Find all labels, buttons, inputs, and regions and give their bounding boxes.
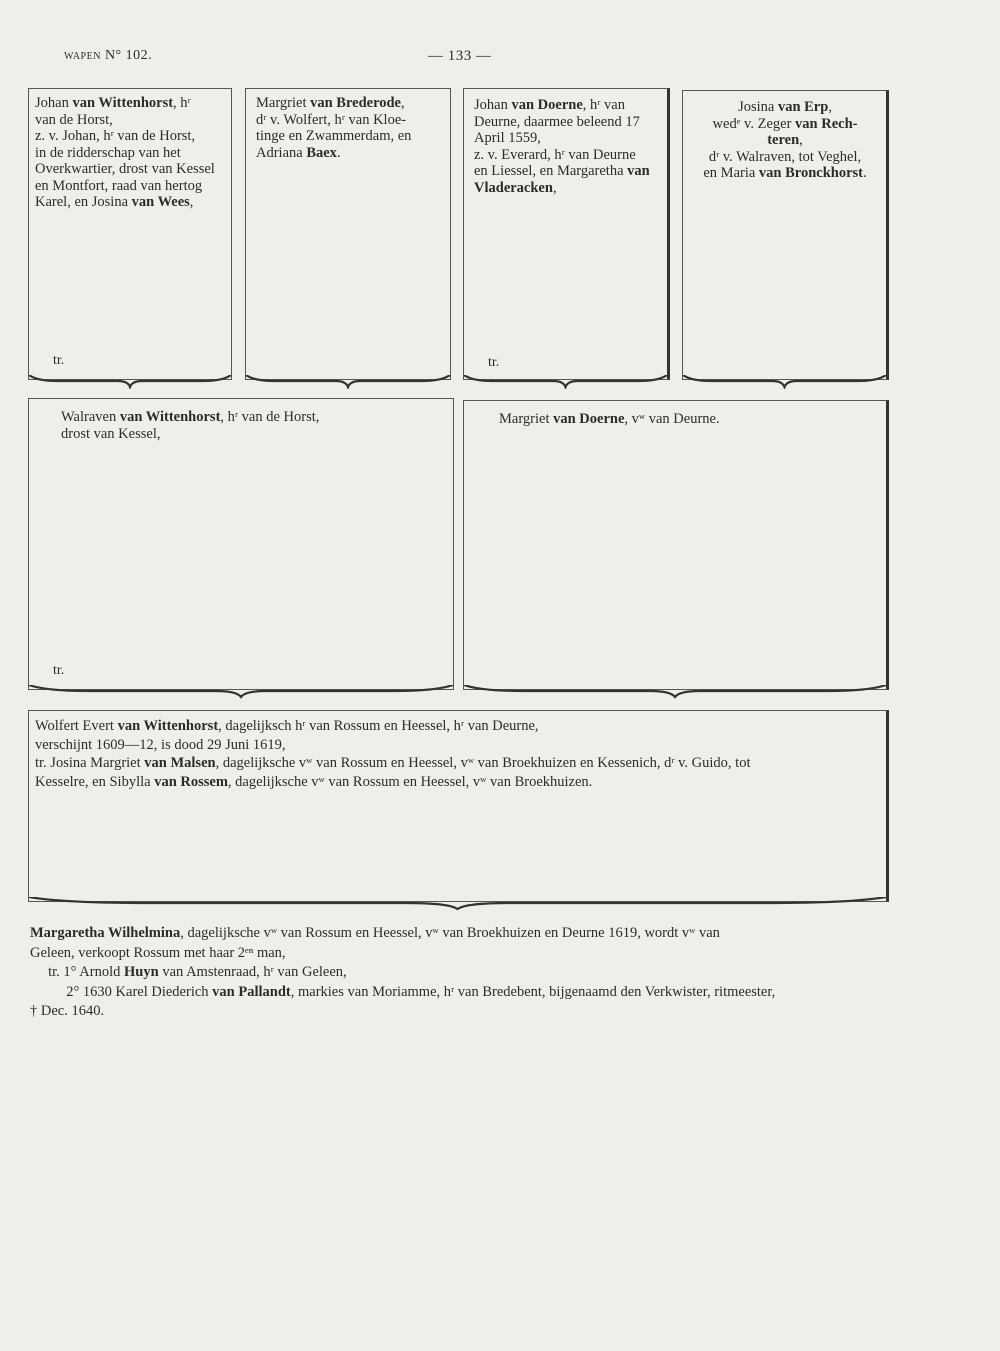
bold-name: van Wees bbox=[131, 194, 190, 210]
text-line: wedᵉ v. Zeger van Rech- bbox=[712, 115, 858, 132]
bold-name: van Bronckhorst bbox=[758, 165, 863, 181]
text-line: verschijnt 1609—12, is dood 29 Juni 1619, bbox=[35, 736, 286, 753]
box-bracket bbox=[29, 685, 453, 699]
person-box-wolfert-evert-van-wittenhorst bbox=[28, 710, 889, 902]
married-marker: tr. bbox=[488, 355, 500, 370]
text-line: Wolfert Evert van Wittenhorst, dagelijksch hʳ van Rossum en Heessel, hʳ van Deurne, bbox=[35, 718, 539, 734]
text-line: drost van Kessel, bbox=[61, 425, 161, 442]
bold-name: van Malsen bbox=[144, 755, 216, 771]
bold-name: teren bbox=[767, 132, 800, 148]
bold-name: Margaretha Wilhelmina bbox=[30, 925, 181, 941]
person-box-josina-van-erp bbox=[682, 90, 889, 380]
text-line: Kesselre, en Sibylla van Rossem, dagelijksche vʷ van Rossum en Heessel, vʷ van Broekhuizen. bbox=[35, 773, 593, 790]
bold-name: van bbox=[627, 163, 650, 179]
person-box-margriet-van-doerne bbox=[463, 400, 889, 690]
text-line: † Dec. 1640. bbox=[30, 1003, 105, 1019]
text-line: Walraven van Wittenhorst, hʳ van de Horst, bbox=[61, 409, 320, 425]
person-text bbox=[256, 95, 446, 161]
text-line: tinge en Zwammerdam, en bbox=[256, 128, 412, 144]
person-text bbox=[474, 97, 664, 196]
text-line: teren, bbox=[767, 132, 803, 148]
text-line: Karel, en Josina van Wees, bbox=[35, 194, 194, 210]
person-text bbox=[499, 411, 879, 428]
box-bracket bbox=[464, 375, 667, 389]
bold-name: Vladeracken bbox=[474, 179, 553, 196]
bold-name: van Rech- bbox=[795, 115, 858, 132]
bold-name: van Erp bbox=[777, 99, 829, 115]
text-line: dʳ v. Wolfert, hʳ van Kloe- bbox=[256, 111, 407, 128]
text-line: z. v. Johan, hʳ van de Horst, bbox=[35, 128, 196, 144]
box-bracket bbox=[464, 685, 886, 699]
text-line: Margaretha Wilhelmina, dagelijksche vʷ van Rossum en Heessel, vʷ van Broekhuizen en Deurne 1619, wordt vʷ van bbox=[30, 925, 720, 941]
text-line: Josina van Erp, bbox=[738, 99, 832, 115]
bold-name: van Doerne bbox=[511, 97, 583, 113]
text-line: Johan van Doerne, hʳ van bbox=[474, 97, 625, 113]
bold-name: van Wittenhorst bbox=[119, 409, 221, 425]
text-line: tr. Josina Margriet van Malsen, dagelijksche vʷ van Rossum en Heessel, vʷ van Broekhuizen en Kessenich, dʳ v. Guido, tot bbox=[35, 755, 751, 771]
text-line: en Montfort, raad van hertog bbox=[35, 177, 203, 194]
text-line: z. v. Everard, hʳ van Deurne bbox=[474, 146, 636, 163]
person-box-margriet-van-brederode bbox=[245, 88, 451, 380]
text-line: Vladeracken, bbox=[474, 179, 557, 196]
person-box-johan-van-doerne bbox=[463, 88, 670, 380]
text-line: April 1559, bbox=[474, 130, 541, 146]
person-text bbox=[35, 717, 883, 791]
text-line: Adriana Baex. bbox=[256, 144, 341, 161]
person-box-johan-van-wittenhorst bbox=[28, 88, 232, 380]
text-line: van de Horst, bbox=[35, 111, 113, 128]
box-bracket bbox=[246, 375, 450, 389]
box-bracket bbox=[29, 897, 886, 911]
text-line: dʳ v. Walraven, tot Veghel, bbox=[708, 148, 862, 165]
final-entry-text bbox=[30, 924, 870, 1022]
text-line: Margriet van Brederode, bbox=[256, 95, 405, 111]
box-bracket bbox=[683, 375, 886, 389]
box-bracket bbox=[29, 375, 231, 389]
bold-name: van Brederode bbox=[310, 95, 401, 111]
person-text bbox=[687, 99, 883, 182]
text-line: en Maria van Bronckhorst. bbox=[703, 165, 867, 181]
bold-name: Baex bbox=[306, 144, 337, 161]
running-head-left: wapen N° 102. bbox=[64, 48, 153, 63]
text-line: Overkwartier, drost van Kessel bbox=[35, 161, 215, 177]
text-line: Deurne, daarmee beleend 17 bbox=[474, 113, 640, 130]
bold-name: van Wittenhorst bbox=[72, 95, 174, 111]
text-line: en Liessel, en Margaretha van bbox=[474, 163, 650, 179]
bold-name: van Doerne bbox=[553, 411, 625, 427]
text-line: Margriet van Doerne, vʷ van Deurne. bbox=[499, 411, 720, 427]
person-box-walraven-van-wittenhorst bbox=[28, 398, 454, 690]
married-marker: tr. bbox=[53, 663, 65, 678]
bold-name: van Wittenhorst bbox=[117, 718, 219, 734]
bold-name: van Rossem bbox=[154, 773, 228, 790]
married-marker: tr. bbox=[53, 353, 65, 368]
person-text bbox=[35, 95, 228, 211]
text-line: 2° 1630 Karel Diederich van Pallandt, markies van Moriamme, hʳ van Bredebent, bijgenaamd den Verkwister, ritmeester, bbox=[30, 983, 776, 1000]
bold-name: van Pallandt bbox=[212, 983, 291, 1000]
text-line: Johan van Wittenhorst, hʳ bbox=[35, 95, 191, 111]
text-line: in de ridderschap van het bbox=[35, 144, 181, 161]
text-line: tr. 1° Arnold Huyn van Amstenraad, hʳ van Geleen, bbox=[30, 964, 347, 980]
text-line: Geleen, verkoopt Rossum met haar 2ᵉⁿ man, bbox=[30, 944, 286, 961]
bold-name: Huyn bbox=[124, 964, 159, 980]
person-text bbox=[61, 409, 441, 442]
page-number: — 133 — bbox=[428, 48, 492, 64]
